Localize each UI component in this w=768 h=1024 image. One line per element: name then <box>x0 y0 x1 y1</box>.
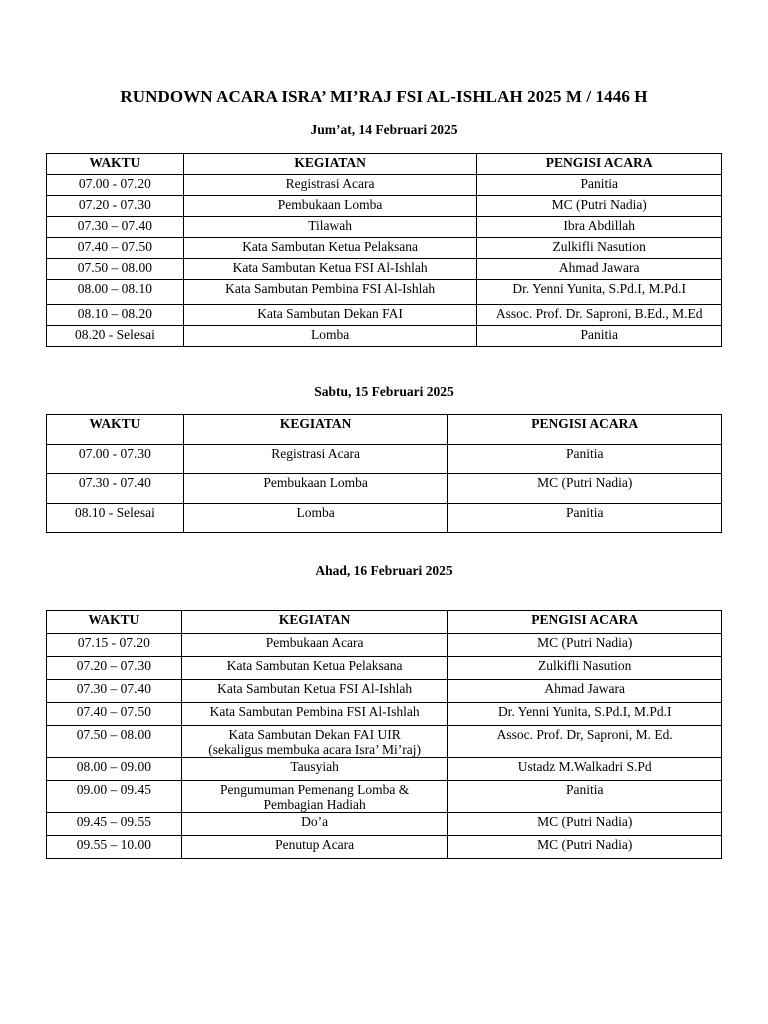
cell-pengisi: Assoc. Prof. Dr. Saproni, B.Ed., M.Ed <box>477 305 722 326</box>
cell-kegiatan <box>181 781 448 813</box>
cell-waktu: 07.00 - 07.20 <box>47 175 184 196</box>
table-row <box>47 474 722 504</box>
table-row <box>47 238 722 259</box>
cell-kegiatan: Lomba <box>183 326 477 347</box>
header-kegiatan: KEGIATAN <box>183 154 477 175</box>
document-title: RUNDOWN ACARA ISRA’ MI’RAJ FSI AL-ISHLAH 2025 M / 1446 H <box>120 87 648 106</box>
table-row <box>47 217 722 238</box>
cell-pengisi: MC (Putri Nadia) <box>448 634 722 657</box>
cell-pengisi: Ahmad Jawara <box>477 259 722 280</box>
cell-waktu: 07.30 – 07.40 <box>47 217 184 238</box>
cell-waktu: 07.50 – 08.00 <box>47 726 182 758</box>
header-waktu: WAKTU <box>47 154 184 175</box>
cell-kegiatan-line-2: Pembagian Hadiah <box>263 797 366 812</box>
cell-kegiatan: Kata Sambutan Pembina FSI Al-Ishlah <box>181 703 448 726</box>
cell-pengisi: Dr. Yenni Yunita, S.Pd.I, M.Pd.I <box>448 703 722 726</box>
cell-kegiatan: Kata Sambutan Pembina FSI Al-Ishlah <box>183 280 477 305</box>
cell-kegiatan: Kata Sambutan Ketua FSI Al-Ishlah <box>181 680 448 703</box>
day-2-table <box>46 414 722 533</box>
cell-pengisi: Dr. Yenni Yunita, S.Pd.I, M.Pd.I <box>477 280 722 305</box>
cell-waktu: 08.10 - Selesai <box>47 503 184 533</box>
cell-pengisi: MC (Putri Nadia) <box>448 813 722 836</box>
cell-waktu: 09.55 – 10.00 <box>47 836 182 859</box>
cell-kegiatan: Penutup Acara <box>181 836 448 859</box>
cell-waktu: 07.40 – 07.50 <box>47 703 182 726</box>
cell-pengisi: Panitia <box>448 781 722 813</box>
cell-waktu: 07.40 – 07.50 <box>47 238 184 259</box>
cell-pengisi: Ahmad Jawara <box>448 680 722 703</box>
day-1-table <box>46 153 722 347</box>
table-row <box>47 657 722 680</box>
cell-waktu: 08.00 – 08.10 <box>47 280 184 305</box>
cell-waktu: 07.20 - 07.30 <box>47 196 184 217</box>
cell-waktu: 07.15 - 07.20 <box>47 634 182 657</box>
cell-waktu: 09.45 – 09.55 <box>47 813 182 836</box>
cell-pengisi: Zulkifli Nasution <box>448 657 722 680</box>
day-3-table <box>46 610 722 859</box>
table-header-row <box>47 611 722 634</box>
cell-kegiatan: Tausyiah <box>181 758 448 781</box>
cell-kegiatan: Lomba <box>183 503 448 533</box>
cell-kegiatan: Registrasi Acara <box>183 444 448 474</box>
cell-pengisi: Ibra Abdillah <box>477 217 722 238</box>
cell-pengisi: Panitia <box>477 326 722 347</box>
table-row <box>47 444 722 474</box>
cell-kegiatan: Kata Sambutan Ketua Pelaksana <box>181 657 448 680</box>
header-waktu: WAKTU <box>47 415 184 445</box>
cell-pengisi: MC (Putri Nadia) <box>477 196 722 217</box>
header-pengisi-acara: PENGISI ACARA <box>477 154 722 175</box>
cell-waktu: 08.20 - Selesai <box>47 326 184 347</box>
cell-kegiatan: Pembukaan Lomba <box>183 474 448 504</box>
table-row <box>47 781 722 813</box>
cell-waktu: 07.20 – 07.30 <box>47 657 182 680</box>
cell-pengisi: Zulkifli Nasution <box>477 238 722 259</box>
cell-kegiatan: Kata Sambutan Dekan FAI <box>183 305 477 326</box>
header-pengisi-acara: PENGISI ACARA <box>448 415 722 445</box>
cell-kegiatan: Pembukaan Acara <box>181 634 448 657</box>
cell-waktu: 09.00 – 09.45 <box>47 781 182 813</box>
day-2-date: Sabtu, 15 Februari 2025 <box>314 384 454 399</box>
table-row <box>47 326 722 347</box>
table-row <box>47 634 722 657</box>
cell-kegiatan-line-1: Kata Sambutan Dekan FAI UIR <box>228 727 401 742</box>
cell-pengisi: Panitia <box>477 175 722 196</box>
header-waktu: WAKTU <box>47 611 182 634</box>
cell-waktu: 07.50 – 08.00 <box>47 259 184 280</box>
header-pengisi-acara: PENGISI ACARA <box>448 611 722 634</box>
cell-pengisi: Panitia <box>448 444 722 474</box>
table-row <box>47 703 722 726</box>
day-1-date: Jum’at, 14 Februari 2025 <box>310 122 458 137</box>
table-row <box>47 813 722 836</box>
cell-kegiatan <box>181 726 448 758</box>
cell-pengisi: MC (Putri Nadia) <box>448 474 722 504</box>
cell-kegiatan-line-1: Pengumuman Pemenang Lomba & <box>219 782 410 797</box>
header-kegiatan: KEGIATAN <box>183 415 448 445</box>
day-3-date: Ahad, 16 Februari 2025 <box>315 563 453 578</box>
table-row <box>47 305 722 326</box>
cell-pengisi: Ustadz M.Walkadri S.Pd <box>448 758 722 781</box>
cell-kegiatan: Kata Sambutan Ketua Pelaksana <box>183 238 477 259</box>
table-row <box>47 175 722 196</box>
cell-kegiatan: Registrasi Acara <box>183 175 477 196</box>
cell-waktu: 07.30 - 07.40 <box>47 474 184 504</box>
table-row <box>47 836 722 859</box>
table-row <box>47 726 722 758</box>
table-header-row <box>47 154 722 175</box>
cell-waktu: 08.00 – 09.00 <box>47 758 182 781</box>
cell-pengisi: Assoc. Prof. Dr, Saproni, M. Ed. <box>448 726 722 758</box>
table-row <box>47 758 722 781</box>
cell-kegiatan-line-2: (sekaligus membuka acara Isra’ Mi’raj) <box>208 742 421 757</box>
cell-waktu: 07.30 – 07.40 <box>47 680 182 703</box>
cell-pengisi: MC (Putri Nadia) <box>448 836 722 859</box>
table-header-row <box>47 415 722 445</box>
cell-kegiatan: Pembukaan Lomba <box>183 196 477 217</box>
cell-kegiatan: Kata Sambutan Ketua FSI Al-Ishlah <box>183 259 477 280</box>
table-row <box>47 680 722 703</box>
cell-waktu: 08.10 – 08.20 <box>47 305 184 326</box>
table-row <box>47 280 722 305</box>
header-kegiatan: KEGIATAN <box>181 611 448 634</box>
table-row <box>47 259 722 280</box>
cell-kegiatan: Tilawah <box>183 217 477 238</box>
table-row <box>47 503 722 533</box>
table-row <box>47 196 722 217</box>
cell-kegiatan: Do’a <box>181 813 448 836</box>
cell-pengisi: Panitia <box>448 503 722 533</box>
cell-waktu: 07.00 - 07.30 <box>47 444 184 474</box>
